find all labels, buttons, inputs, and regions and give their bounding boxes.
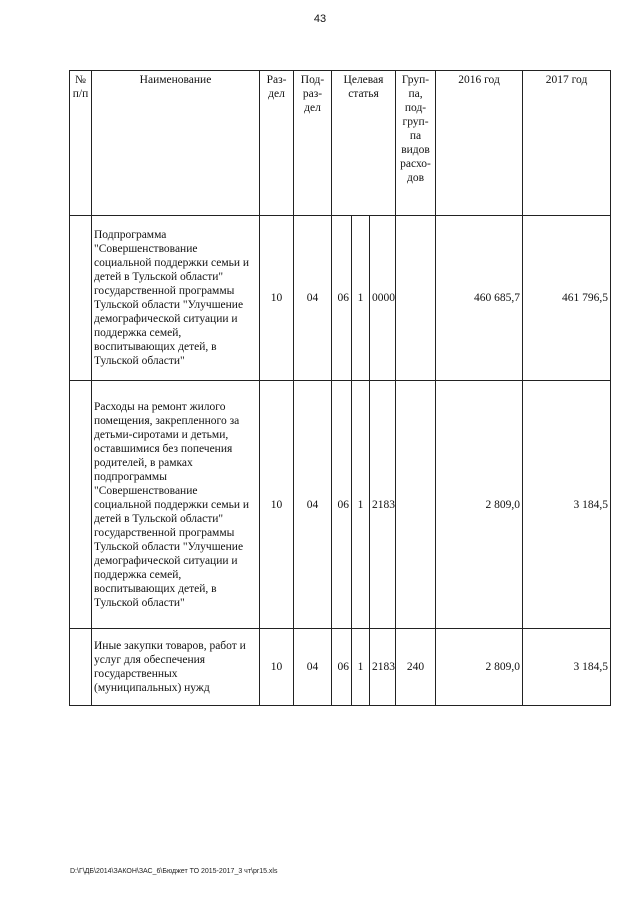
table-row — [70, 629, 611, 706]
row-name: Иные закупки товаров, работ и услуг для обеспечения государственных (муниципальных) нужд — [92, 629, 260, 706]
row-num — [70, 381, 92, 629]
row-2016: 2 809,0 — [436, 381, 523, 629]
row-target-direction: 2183 — [370, 629, 396, 706]
row-target-subprogram: 1 — [352, 216, 370, 381]
row-2017: 3 184,5 — [523, 629, 611, 706]
row-name: Подпрограмма "Совершенствование социальной поддержки семьи и детей в Тульской области" государственной программы Тульской области "Улучшение демографической ситуации и поддержка семей, воспитывающих детей, в Тульской области" — [92, 216, 260, 381]
row-num — [70, 216, 92, 381]
row-subsection: 04 — [294, 629, 332, 706]
row-subsection: 04 — [294, 381, 332, 629]
row-target-subprogram: 1 — [352, 381, 370, 629]
row-target-direction: 0000 — [370, 216, 396, 381]
header-2016: 2016 год — [436, 71, 523, 216]
row-target-program: 06 — [332, 629, 352, 706]
row-2017: 3 184,5 — [523, 381, 611, 629]
file-path-footer: D:\Г\ДБ\2014\ЗАКОН\ЗАС_6\Бюджет ТО 2015-2017_3 чт\pr15.xls — [70, 868, 278, 875]
row-target-direction: 2183 — [370, 381, 396, 629]
page-number: 43 — [313, 13, 327, 25]
table-row — [70, 381, 611, 629]
header-name: Наименование — [92, 71, 260, 216]
budget-table — [69, 70, 611, 706]
row-section: 10 — [260, 381, 294, 629]
row-section: 10 — [260, 216, 294, 381]
row-2016: 2 809,0 — [436, 629, 523, 706]
header-subsection: Под-раз-дел — [294, 71, 332, 216]
header-section: Раз-дел — [260, 71, 294, 216]
row-target-program: 06 — [332, 216, 352, 381]
header-num: № п/п — [70, 71, 92, 216]
row-target-subprogram: 1 — [352, 629, 370, 706]
header-group: Груп-па, под-груп-па видов расхо-дов — [396, 71, 436, 216]
row-section: 10 — [260, 629, 294, 706]
row-target-program: 06 — [332, 381, 352, 629]
row-name: Расходы на ремонт жилого помещения, закрепленного за детьми-сиротами и детьми, оставшимися без попечения родителей, в рамках подпрограммы "Совершенствование социальной поддержки семьи и детей в Тульской области" государственной программы Тульской области "Улучшение демографической ситуации и поддержка семей, воспитывающих детей, в Тульской области" — [92, 381, 260, 629]
table-row — [70, 216, 611, 381]
row-subsection: 04 — [294, 216, 332, 381]
row-group: 240 — [396, 629, 436, 706]
header-target: Целевая статья — [332, 71, 396, 216]
row-num — [70, 629, 92, 706]
row-2016: 460 685,7 — [436, 216, 523, 381]
row-group — [396, 381, 436, 629]
header-2017: 2017 год — [523, 71, 611, 216]
row-2017: 461 796,5 — [523, 216, 611, 381]
row-group — [396, 216, 436, 381]
table-header-row — [70, 71, 611, 216]
